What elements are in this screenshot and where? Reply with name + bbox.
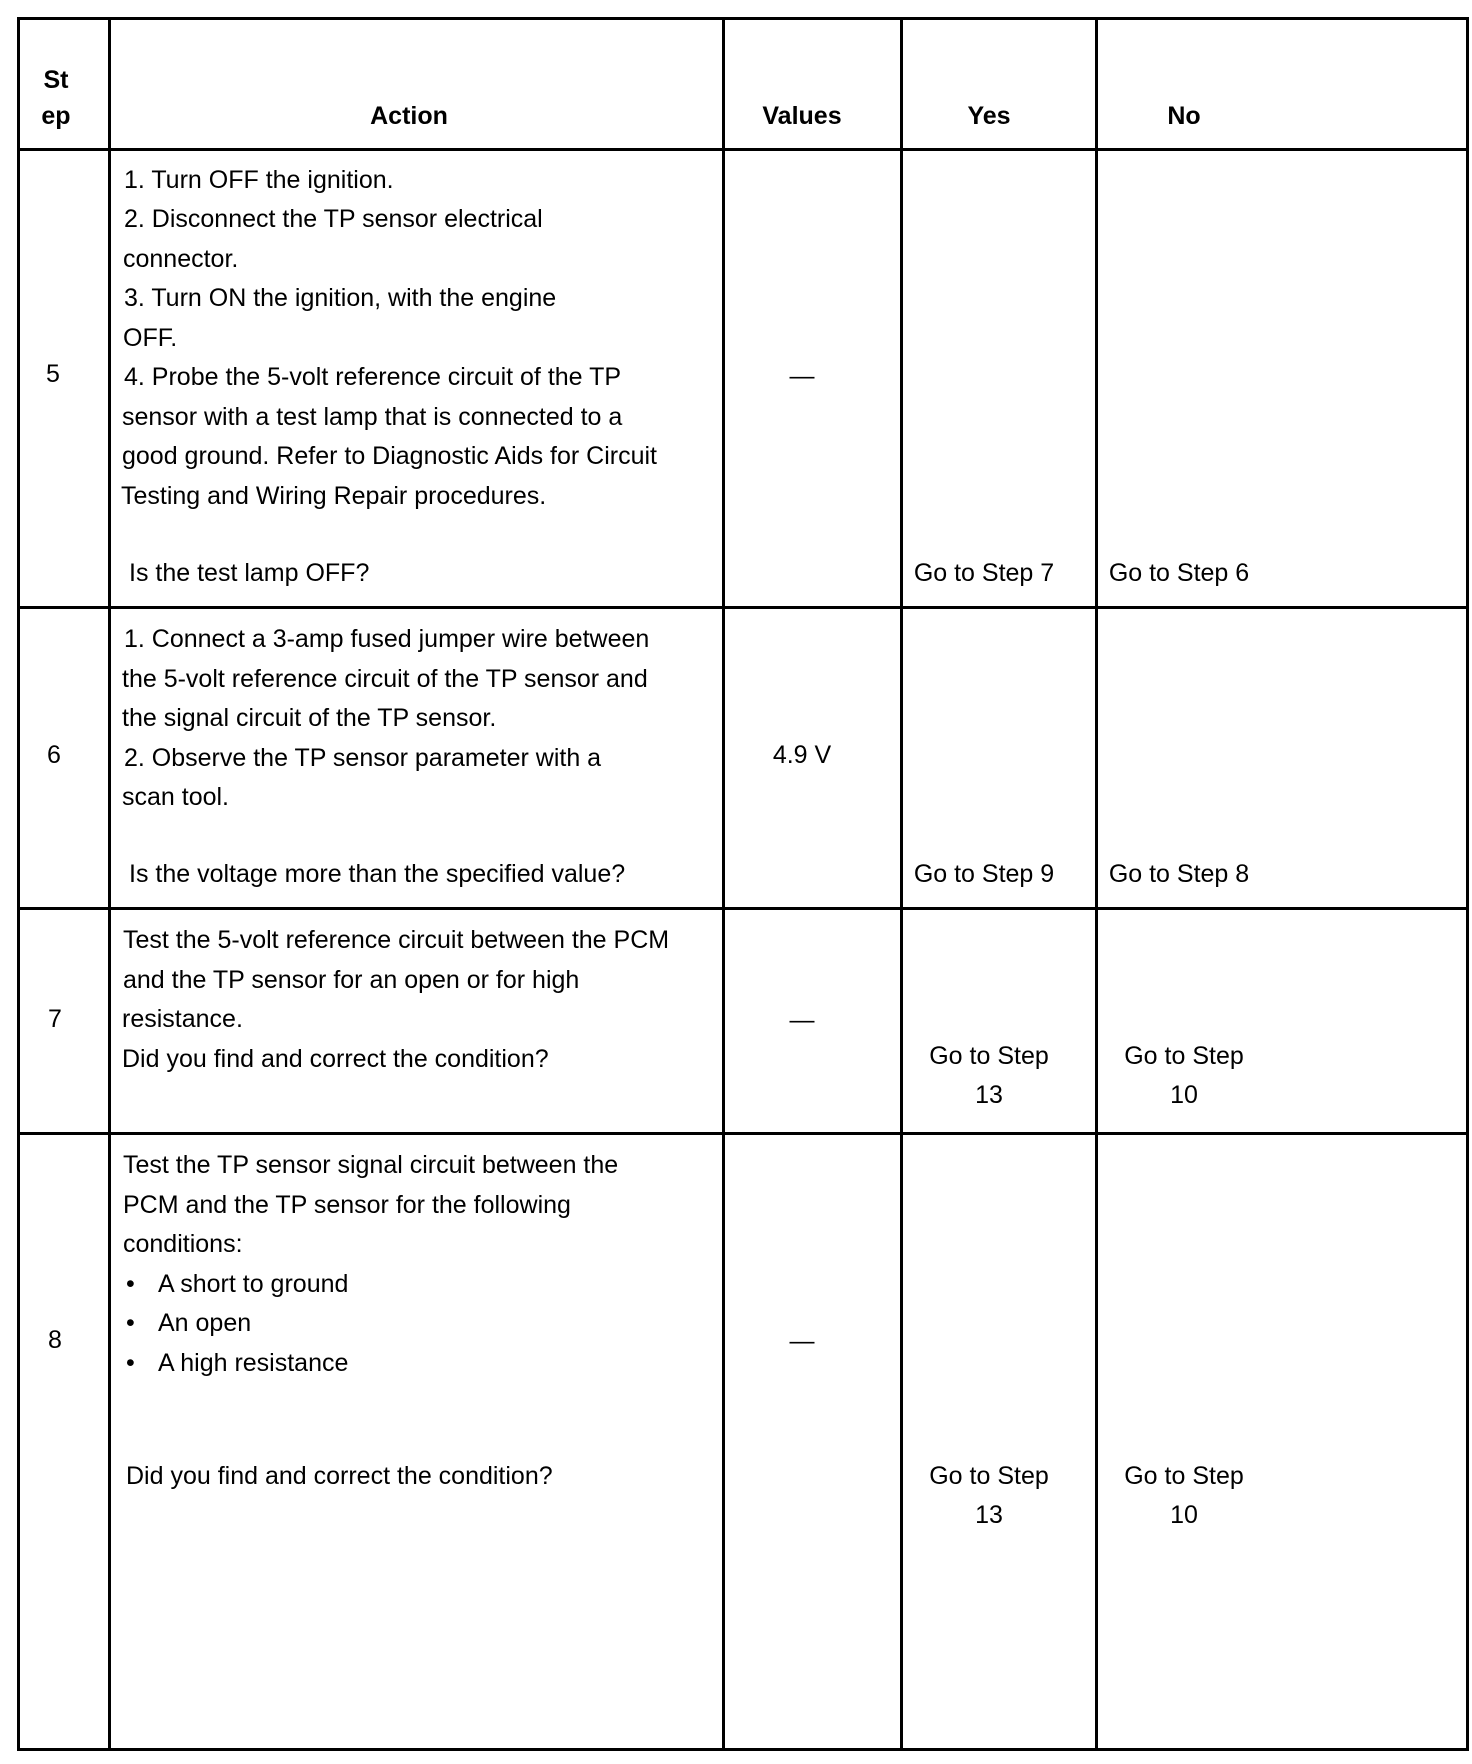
step-number: 8 <box>48 1326 62 1354</box>
action-line: good ground. Refer to Diagnostic Aids for Circuit <box>122 442 657 470</box>
action-line: 1. Turn OFF the ignition. <box>124 166 394 194</box>
value-cell: — <box>789 1006 815 1034</box>
header-values: Values <box>762 102 842 130</box>
action-question: Is the test lamp OFF? <box>129 559 370 587</box>
column-divider <box>722 20 725 1748</box>
step-number: 6 <box>47 741 61 769</box>
action-line: Testing and Wiring Repair procedures. <box>121 482 547 510</box>
yes-cell-line2: 13 <box>975 1501 1003 1529</box>
value-cell: 4.9 V <box>772 741 832 769</box>
value-cell: — <box>789 362 815 390</box>
bullet-icon: • <box>126 1270 135 1298</box>
header-step-line2: ep <box>41 102 71 130</box>
no-cell <box>1095 1037 1273 1115</box>
yes-cell <box>900 1037 1078 1115</box>
yes-cell-line2: 13 <box>975 1081 1003 1109</box>
row-divider <box>20 907 1466 910</box>
header-action: Action <box>370 102 448 130</box>
header-step-line1: St <box>43 66 69 94</box>
no-cell: Go to Step 6 <box>1108 559 1250 587</box>
action-line: the 5-volt reference circuit of the TP sensor and <box>122 665 648 693</box>
action-line: sensor with a test lamp that is connected to a <box>122 403 623 431</box>
yes-cell: Go to Step 7 <box>913 559 1055 587</box>
action-line: PCM and the TP sensor for the following <box>123 1191 571 1219</box>
row-divider <box>20 148 1466 151</box>
action-line: conditions: <box>123 1230 243 1258</box>
action-question: Did you find and correct the condition? <box>122 1045 549 1073</box>
action-line: 1. Connect a 3-amp fused jumper wire between <box>124 625 650 653</box>
step-number: 7 <box>48 1005 62 1033</box>
yes-cell-line1: Go to Step <box>929 1042 1049 1070</box>
row-divider <box>20 1132 1466 1135</box>
bullet-item: An open <box>158 1309 252 1337</box>
action-line: 2. Observe the TP sensor parameter with a <box>124 744 602 772</box>
yes-cell <box>900 1457 1078 1535</box>
action-line: connector. <box>123 245 239 273</box>
action-line: and the TP sensor for an open or for high <box>123 966 580 994</box>
bullet-icon: • <box>126 1309 135 1337</box>
bullet-item: A short to ground <box>158 1270 349 1298</box>
action-line: the signal circuit of the TP sensor. <box>122 704 497 732</box>
bullet-item: A high resistance <box>158 1349 349 1377</box>
value-cell: — <box>789 1327 815 1355</box>
header-yes: Yes <box>967 102 1011 130</box>
action-line: 4. Probe the 5-volt reference circuit of the TP <box>124 363 622 391</box>
column-divider <box>108 20 111 1748</box>
step-number: 5 <box>46 360 60 388</box>
no-cell-line2: 10 <box>1170 1501 1198 1529</box>
header-step <box>20 62 92 134</box>
no-cell-line1: Go to Step <box>1124 1042 1244 1070</box>
action-line: Test the 5-volt reference circuit between the PCM <box>123 926 670 954</box>
no-cell-line2: 10 <box>1170 1081 1198 1109</box>
row-divider <box>20 606 1466 609</box>
yes-cell-line1: Go to Step <box>929 1462 1049 1490</box>
no-cell: Go to Step 8 <box>1108 860 1250 888</box>
yes-cell: Go to Step 9 <box>913 860 1055 888</box>
action-line: 2. Disconnect the TP sensor electrical <box>124 205 543 233</box>
action-line: OFF. <box>123 324 178 352</box>
no-cell <box>1095 1457 1273 1535</box>
no-cell-line1: Go to Step <box>1124 1462 1244 1490</box>
bullet-icon: • <box>126 1349 135 1377</box>
action-line: resistance. <box>122 1005 243 1033</box>
action-question: Is the voltage more than the specified value? <box>129 860 626 888</box>
action-line: scan tool. <box>122 783 230 811</box>
action-question: Did you find and correct the condition? <box>126 1462 553 1490</box>
action-line: 3. Turn ON the ignition, with the engine <box>124 284 557 312</box>
action-line: Test the TP sensor signal circuit between the <box>123 1151 619 1179</box>
header-no: No <box>1167 102 1201 130</box>
